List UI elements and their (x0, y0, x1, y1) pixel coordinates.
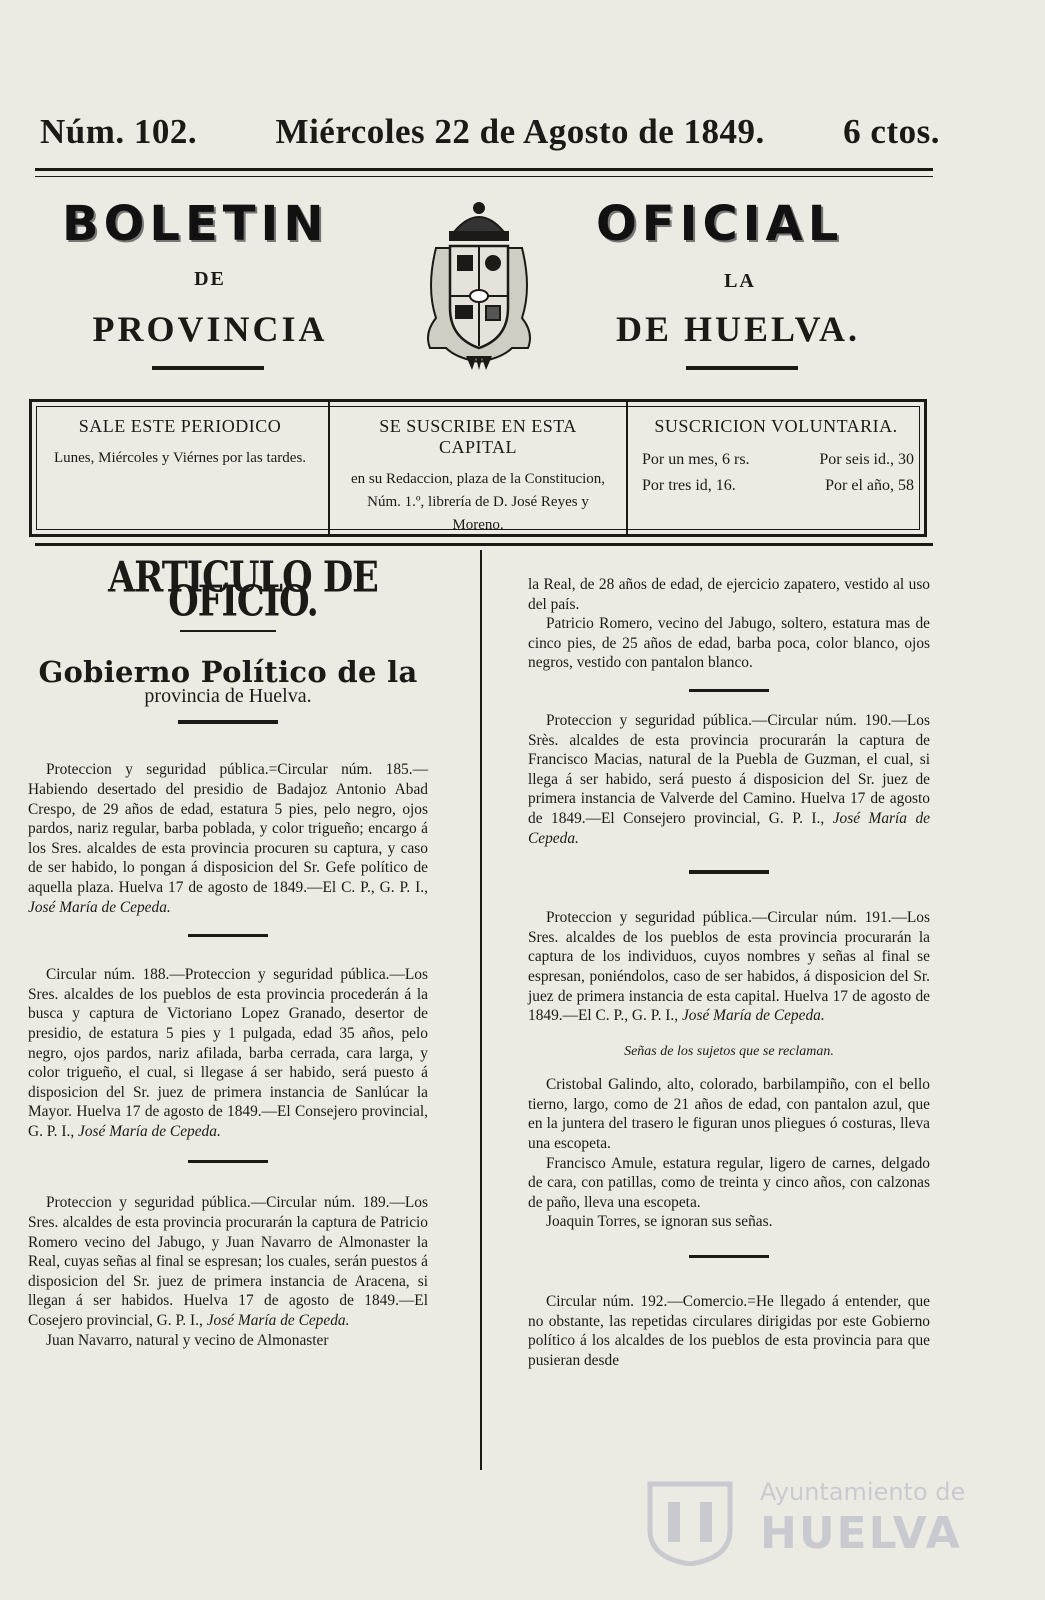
navarro-description: Juan Navarro, natural y vecino de Almonaster (46, 1331, 329, 1349)
issue-price: 6 ctos. (843, 112, 940, 151)
info-box-bottom-rule (35, 543, 933, 548)
circular-188-text: Circular núm. 188.—Proteccion y seguridad pública.—Los Sres. alcaldes de los pueblos de esta provincia procederán á la busca y captura de Victoriano Lopez Granado, desertor de presidio, de estatura 5 pies y 1 pulgada, edad 35 años, pelo negro, ojos pardos, nariz afilada, barba cerrada, cara larga, y color trigueño, el cual, si llegase á ser habido, será puesto á disposicion del Sr. juez de primera instancia de Sanlúcar la Mayor. Huelva 17 de agosto de 1849.—El Consejero provincial, G. P. I., (28, 966, 428, 1140)
subscription-heading: SE SUSCRIBE EN ESTA CAPITAL (379, 416, 577, 457)
top-rule (35, 168, 933, 177)
circular-191-signature: José María de Cepeda. (681, 1007, 825, 1025)
rate-row (642, 473, 914, 499)
circular-189-signature: José María de Cepeda. (206, 1312, 350, 1330)
circular-191 (528, 908, 930, 1026)
royal-crest-icon (416, 198, 542, 370)
rate-six-months: Por seis id., 30 (819, 451, 914, 468)
column-divider (480, 550, 482, 1470)
circular-190-text: Proteccion y seguridad pública.—Circular núm. 190.—Los Srès. alcaldes de esta provincia procurarán la captura de Francisco Macias, natural de la Puebla de Guzman, el cual, si llega á ser habido, será puesto á disposicion del Sr. juez de primera instancia de Valverde del Camino. Huelva 17 de agosto de 1849.—El Consejero provincial, G. P. I., (528, 711, 930, 827)
title-de: DE (194, 268, 226, 290)
circular-189-text: Proteccion y seguridad pública.—Circular núm. 189.—Los Sres. alcaldes de esta provincia procurarán la captura de Patricio Romero vecino del Jabugo, y Juan Navarro de Almonaster la Real, cuyas señas al final se espresan; los cuales, serán puestos á disposicion del Sr. juez de primera instancia de Aracena, si llegan á ser habidos. Huelva 17 de agosto de 1849.—El Cosejero provincial, G. P. I., (28, 1194, 428, 1330)
circular-188-signature: José María de Cepeda. (78, 1122, 221, 1140)
huelva-shield-icon (640, 1480, 740, 1566)
title-la: LA (724, 270, 756, 292)
circular-190 (528, 711, 930, 848)
voluntary-subscription (626, 402, 924, 534)
circular-185-text: Proteccion y seguridad pública.=Circular núm. 185.—Habiendo desertado del presidio de Badajoz Antonio Abad Crespo, de 29 años de edad, estatura 5 pies, pelo negro, ojos pardos, nariz regular, barba poblada, y color trigueño; encargo á los Sres. alcaldes de esta provincia procuren su captura, y caso de ser habido, lo pongan á disposicion del Sr. Gefe político de aquella plaza. Huelva 17 de agosto de 1849.—El C. P., G. P. I., (28, 761, 428, 896)
ornament-divider (528, 862, 930, 882)
subscription-location (328, 402, 626, 534)
circular-185 (28, 760, 428, 917)
ornament-divider (528, 681, 930, 701)
issue-date: Miércoles 22 de Agosto de 1849. (275, 112, 765, 151)
navarro-continuation: la Real, de 28 años de edad, de ejercicio zapatero, vestido al uso del país. (528, 576, 930, 613)
government-title: Gobierno Político de la (38, 655, 418, 690)
publication-schedule (32, 402, 328, 534)
title-word-boletin: BOLETIN (62, 196, 329, 252)
galindo-description: Cristobal Galindo, alto, colorado, barbilampiño, con el bello tierno, largo, como de 21 años de edad, con pantalon azul, que en la juntera del trasero le figuran unos pliegues ó costuras, lleva una escopeta. (528, 1076, 930, 1153)
archive-watermark (640, 1478, 970, 1568)
ornament-divider (28, 925, 428, 945)
torres-description: Joaquin Torres, se ignoran sus señas. (546, 1213, 773, 1231)
left-column (28, 552, 428, 1350)
issue-number: Núm. 102. (40, 112, 198, 151)
title-underline-right (686, 366, 798, 370)
right-column (528, 575, 930, 1370)
subscription-info-box (29, 399, 927, 537)
circular-185-signature: José María de Cepeda. (28, 898, 171, 916)
circular-190-signature: José María de Cepeda. (528, 809, 931, 847)
circular-189 (28, 1193, 428, 1330)
title-de-huelva: DE HUELVA. (615, 309, 861, 349)
watermark-line-1: Ayuntamiento de (760, 1478, 966, 1506)
issue-line (40, 112, 940, 152)
title-word-oficial: OFICIAL (596, 196, 844, 252)
circular-191-text: Proteccion y seguridad pública.—Circular núm. 191.—Los Sres. alcaldes de los pueblos de esta provincia procurarán la captura de los individuos, cuyos nombres y señas al final se espresan, poniéndolos, caso de ser habidos, á disposicion del Sr. juez de primera instancia de esta capital. Huelva 17 de agosto de 1849.—El C. P., G. P. I., (528, 909, 930, 1025)
rate-row (642, 447, 914, 473)
watermark-line-2: HUELVA (760, 1508, 962, 1559)
circular-192: Circular núm. 192.—Comercio.=He llegado á entender, que no obstante, las repetidas circulares dirigidas por este Gobierno político á los alcaldes de los pueblos de esta provincia para que pusieran desde (528, 1293, 930, 1369)
romero-description: Patricio Romero, vecino del Jabugo, soltero, estatura mas de cinco pies, de 25 años de edad, barba poca, color blanco, ojos negros, vestido con pantalon blanco. (528, 615, 930, 672)
schedule-text: Lunes, Miércoles y Viérnes por las tardes. (53, 450, 307, 466)
wanted-descriptions-heading: Señas de los sujetos que se reclaman. (624, 1043, 834, 1059)
section-heading: ARTICULO DE OFICIO. (108, 552, 378, 626)
title-provincia: PROVINCIA (92, 309, 328, 349)
ornament-divider (28, 1151, 428, 1171)
ornament-divider (528, 1246, 930, 1266)
government-subtitle: provincia de Huelva. (144, 684, 312, 707)
schedule-heading: SALE ESTE PERIODICO (78, 416, 282, 436)
amule-description: Francisco Amule, estatura regular, ligero de carnes, delgado de cara, con patillas, como de treinta y cinco años, con calzonas de paño, lleva una escopeta. (528, 1154, 930, 1211)
title-underline-left (152, 366, 264, 370)
rates-heading: SUSCRICION VOLUNTARIA. (654, 416, 898, 436)
subscription-text: en su Redaccion, plaza de la Constitucion, Núm. 1.º, librería de D. José Reyes y Moreno. (350, 471, 606, 533)
rate-three-months: Por tres id, 16. (642, 477, 736, 494)
rate-yearly: Por el año, 58 (825, 477, 914, 494)
rates-list (638, 447, 914, 499)
circular-188 (28, 965, 428, 1141)
rate-monthly: Por un mes, 6 rs. (642, 451, 750, 468)
ornament-divider (28, 712, 428, 732)
